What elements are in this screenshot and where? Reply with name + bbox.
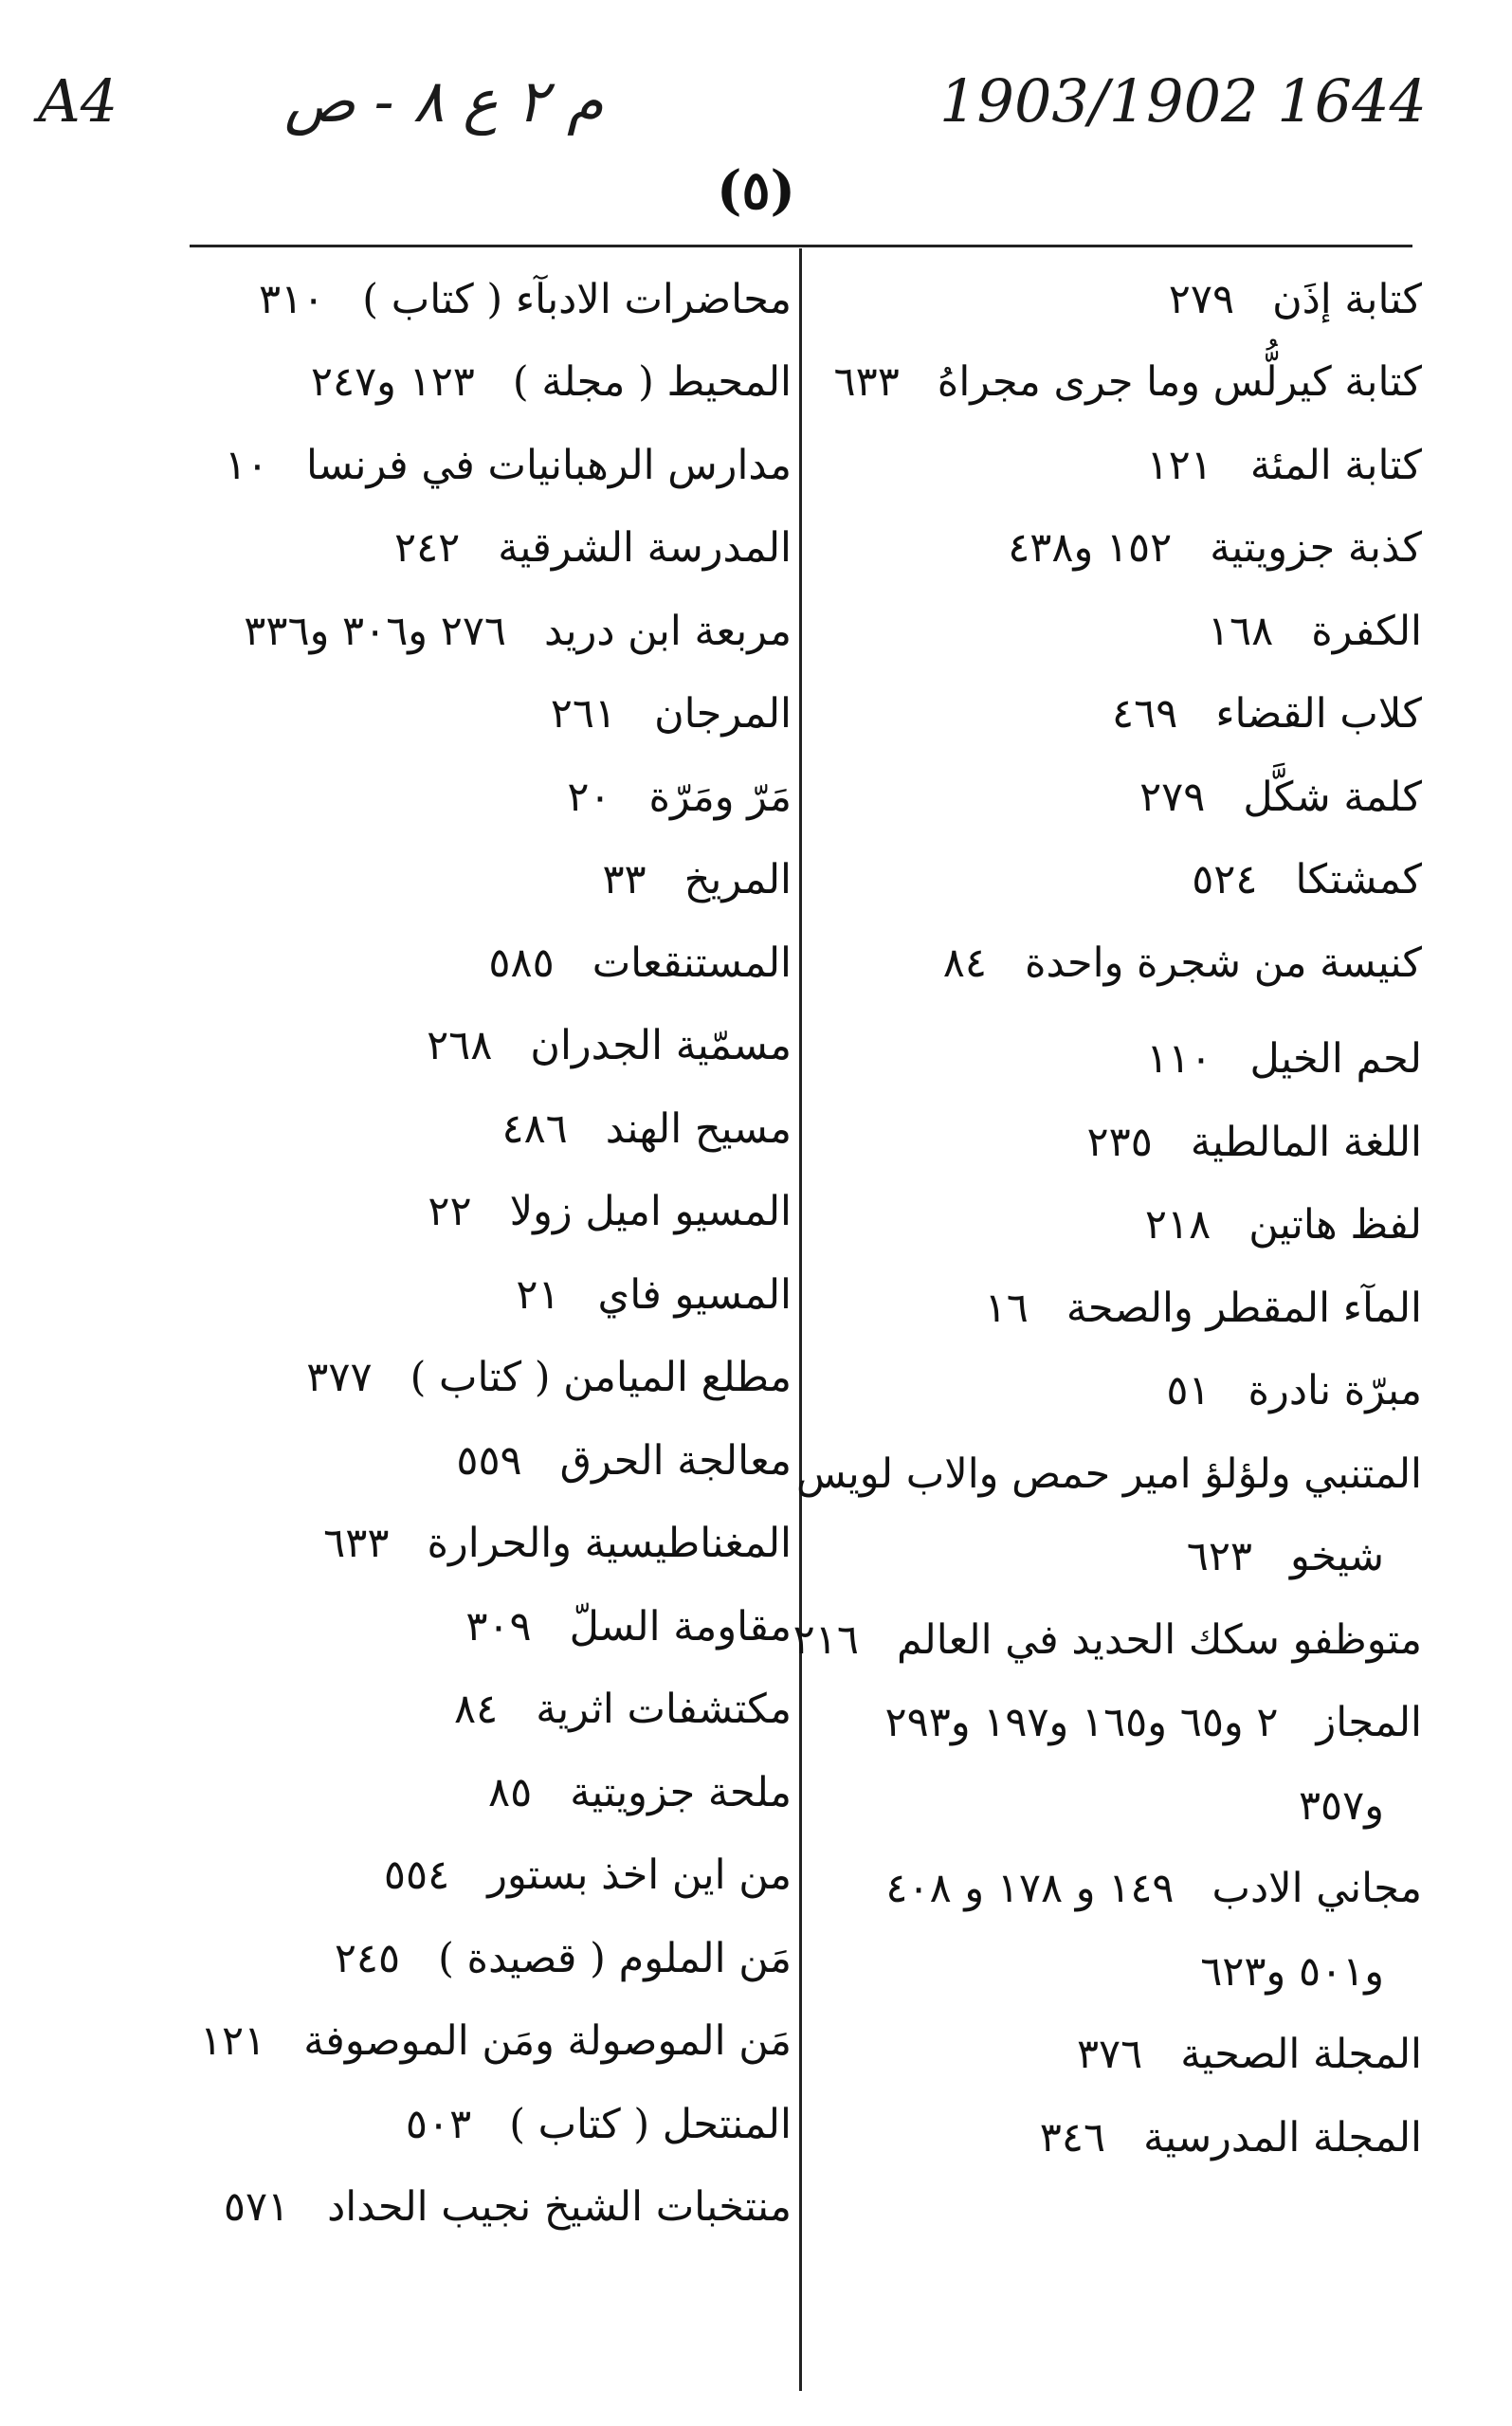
index-entry	[171, 1503, 792, 1586]
index-term: كلاب القضاء	[1215, 690, 1422, 739]
page-reference: ١٦	[984, 1284, 1029, 1332]
index-term: مربعة ابن دريد	[544, 607, 792, 655]
page-number: (٥)	[716, 159, 796, 222]
index-term: مطلع الميامن ( كتاب )	[410, 1354, 792, 1402]
index-entry	[171, 756, 792, 839]
index-term: مسمّية الجدران	[530, 1022, 792, 1070]
page-reference: ٢٤٥	[334, 1934, 401, 1982]
index-term: لفظ هاتين	[1248, 1201, 1422, 1249]
column-divider	[799, 248, 802, 2391]
index-term: مقاومة السلّ	[569, 1602, 792, 1651]
page-reference: ٥٥٤	[383, 1851, 450, 1900]
index-entry	[815, 2014, 1422, 2097]
index-term: كتابة المئة	[1249, 441, 1422, 489]
index-entry	[171, 1917, 792, 2000]
page-reference: ٢٦٨	[427, 1022, 493, 1070]
index-term: من اين اخذ بستور	[487, 1851, 792, 1900]
index-entry	[171, 1087, 792, 1171]
index-term: المسيو اميل زولا	[509, 1188, 792, 1236]
page-reference: ٢٢	[428, 1188, 472, 1236]
index-entry	[815, 1682, 1422, 1765]
index-entry	[171, 2083, 792, 2166]
handwritten-volume-note: م ٢ ع ٨ - ص	[284, 66, 604, 136]
index-term: كذبة جزويتية	[1210, 524, 1422, 573]
index-term: كلمة شكَّل	[1243, 773, 1422, 821]
page-reference: ٨٤	[942, 939, 987, 987]
index-term: المنتحل ( كتاب )	[509, 2100, 792, 2148]
index-term: و٣٥٧	[1298, 1781, 1384, 1830]
index-column-left	[171, 258, 792, 2381]
page-reference: ٢٧٦ و٣٠٦ و٣٣٦	[244, 607, 507, 655]
index-entry	[171, 839, 792, 922]
page-reference: ٢١٨	[1144, 1201, 1211, 1249]
index-entry	[815, 756, 1422, 839]
index-term: المرجان	[654, 690, 792, 739]
index-term: المستنقعات	[592, 939, 792, 987]
page-reference: ١٦٨	[1207, 607, 1274, 655]
index-term: اللغة المالطية	[1190, 1118, 1422, 1166]
index-term: المدرسة الشرقية	[498, 524, 792, 573]
index-term: المجلة المدرسية	[1143, 2113, 1422, 2162]
index-term: مَن الملوم ( قصيدة )	[438, 1934, 792, 1982]
index-entry	[171, 2166, 792, 2250]
page-reference: ٢٠	[567, 773, 611, 821]
index-term: لحم الخيل	[1249, 1035, 1422, 1084]
page-reference: ٣٧٦	[1076, 2031, 1143, 2079]
index-entry	[171, 1005, 792, 1088]
index-entry	[815, 590, 1422, 673]
index-term: محاضرات الادبآء ( كتاب )	[362, 275, 792, 323]
page-reference: ١٤٩ و ١٧٨ و ٤٠٨	[885, 1865, 1175, 1913]
index-entry	[815, 673, 1422, 757]
handwritten-shelfmark: A4	[38, 66, 118, 136]
index-entry	[171, 1419, 792, 1503]
index-term: المجاز	[1316, 1699, 1422, 1747]
header-rule	[190, 245, 1412, 247]
index-term: مسيح الهند	[605, 1104, 792, 1153]
page-reference: ٨٤	[454, 1686, 499, 1734]
page-reference: ٥٨٥	[488, 939, 555, 987]
page-reference: ١٢٣ و٢٤٧	[310, 358, 475, 407]
index-term: المتنبي ولؤلؤ امير حمص والاب لويس	[795, 1450, 1422, 1498]
page-reference: ٢١	[516, 1270, 560, 1319]
page-reference: ٢٧٩	[1168, 275, 1235, 323]
page-reference: ٢٦١	[550, 690, 617, 739]
index-entry	[171, 921, 792, 1005]
index-entry	[815, 258, 1422, 341]
index-term: مكتشفات اثرية	[536, 1686, 792, 1734]
index-entry	[815, 1267, 1422, 1350]
index-entry	[815, 839, 1422, 922]
page-reference: ٢ و٦٥ و١٦٥ و١٩٧ و٢٩٣	[884, 1699, 1279, 1747]
index-entry	[171, 1834, 792, 1918]
page-reference: ٥٧١	[223, 2183, 290, 2232]
index-term: منتخبات الشيخ نجيب الحداد	[327, 2183, 792, 2232]
page-reference: ٣٤٦	[1039, 2113, 1106, 2162]
index-entry	[815, 2096, 1422, 2180]
index-entry	[815, 341, 1422, 425]
index-term: متوظفو سكك الحديد في العالم	[896, 1615, 1422, 1664]
page-reference: ٥٢٤	[1192, 856, 1258, 904]
index-term: شيخو	[1290, 1533, 1384, 1581]
index-term: مَرّ ومَرّة	[648, 773, 792, 821]
index-term: مجاني الادب	[1211, 1865, 1422, 1913]
page-reference: ٣٧٧	[306, 1354, 373, 1402]
page-reference: ٦٢٣	[1186, 1533, 1253, 1581]
index-entry	[171, 258, 792, 341]
index-entry	[815, 1930, 1422, 2014]
index-entry	[815, 1184, 1422, 1268]
index-entry	[171, 1253, 792, 1337]
index-entry	[815, 1018, 1422, 1102]
page-reference: ٨٥	[488, 1768, 533, 1816]
index-column-right	[792, 258, 1422, 2381]
index-term: كنيسة من شجرة واحدة	[1024, 939, 1422, 987]
page-reference: ٤٦٩	[1112, 690, 1178, 739]
index-entry	[815, 424, 1422, 507]
index-entry	[792, 1598, 1422, 1682]
page-reference: ٥٠٣	[405, 2100, 472, 2148]
page-reference: ٤٨٦	[501, 1104, 568, 1153]
index-term: معالجة الحرق	[559, 1436, 792, 1485]
index-entry	[171, 1171, 792, 1254]
page-reference: ١٠	[224, 441, 269, 489]
index-entry	[815, 1101, 1422, 1184]
page-reference: ١٢١	[199, 2017, 266, 2066]
index-entry	[815, 1848, 1422, 1931]
index-term: المجلة الصحية	[1180, 2031, 1422, 2079]
index-entry	[815, 1350, 1422, 1433]
index-entry	[171, 341, 792, 425]
page-reference: ٣١٠	[258, 275, 325, 323]
index-term: مبرّة نادرة	[1248, 1367, 1422, 1415]
index-entry	[171, 1751, 792, 1834]
index-entry	[795, 1432, 1422, 1516]
index-entry	[171, 424, 792, 507]
index-entry	[171, 2000, 792, 2084]
index-term: المسيو فاي	[597, 1270, 792, 1319]
index-entry	[815, 921, 1422, 1005]
page-reference: ٥٥٩	[456, 1436, 522, 1485]
index-term: مَن الموصولة ومَن الموصوفة	[303, 2017, 792, 2066]
page-reference: ١٢١	[1146, 441, 1212, 489]
index-entry	[171, 507, 792, 591]
handwritten-years-note: 1903/1902 1644	[939, 66, 1427, 136]
index-term: كتابة إذَن	[1272, 275, 1422, 323]
page-reference: ٢٤٢	[393, 524, 461, 573]
page-reference: ٣٣	[602, 856, 647, 904]
index-entry	[171, 1337, 792, 1420]
page-reference: ١٥٢ و٤٣٨	[1008, 524, 1173, 573]
index-term: المحيط ( مجلة )	[512, 358, 792, 407]
index-term: مدارس الرهبانيات في فرنسا	[306, 441, 792, 489]
index-term: المريخ	[683, 856, 792, 904]
index-entry	[171, 590, 792, 673]
page-reference: ٢٧٩	[1139, 773, 1206, 821]
index-entry	[815, 1516, 1422, 1599]
index-term: ملحة جزويتية	[570, 1768, 792, 1816]
page-reference: ٥١	[1166, 1367, 1211, 1415]
index-term: كمشتكا	[1295, 856, 1422, 904]
page-reference: ٢٣٥	[1086, 1118, 1153, 1166]
page-reference: ٣٠٩	[465, 1602, 532, 1651]
index-entry	[815, 1764, 1422, 1848]
index-term: الكفرة	[1311, 607, 1422, 655]
index-term: المآء المقطر والصحة	[1066, 1284, 1422, 1332]
index-entry	[815, 507, 1422, 591]
page-reference: ٦٣٣	[323, 1520, 390, 1568]
page-reference: ٢١٦	[792, 1615, 859, 1664]
index-entry	[171, 1585, 792, 1669]
index-term: و٥٠١ و٦٢٣	[1200, 1947, 1384, 1996]
index-term: المغناطيسية والحرارة	[427, 1520, 792, 1568]
index-entry	[171, 1669, 792, 1752]
index-term: كتابة كيرلُّس وما جرى مجراهُ	[937, 358, 1422, 407]
page-reference: ٦٣٣	[833, 358, 900, 407]
index-entry	[171, 673, 792, 757]
page-reference: ١١٠	[1146, 1035, 1212, 1084]
